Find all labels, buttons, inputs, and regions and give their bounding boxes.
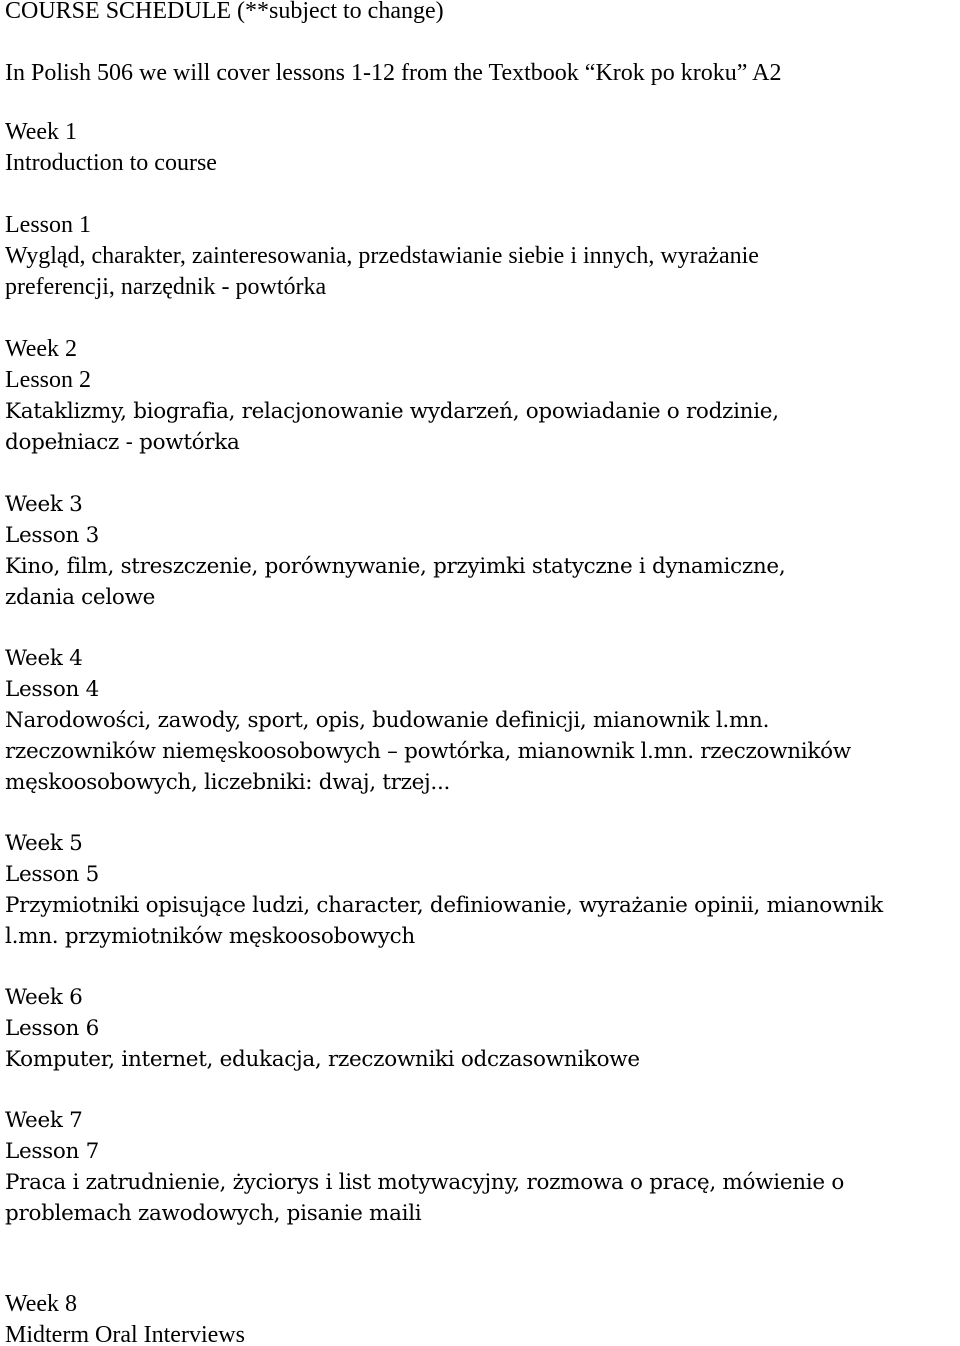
week-6-heading: Week 6 [5,985,83,1010]
lesson-6-heading: Lesson 6 [5,1016,99,1041]
week-8-heading: Week 8 [5,1291,78,1317]
week-8-midterm: Midterm Oral Interviews [5,1322,245,1346]
lesson-4-topics-line-3: męskoosobowych, liczebniki: dwaj, trzej... [5,770,451,795]
lesson-2-topics-line-1: Kataklizmy, biografia, relacjonowanie wydarzeń, opowiadanie o rodzinie, [5,399,779,424]
lesson-7-heading: Lesson 7 [5,1139,99,1164]
lesson-4-heading: Lesson 4 [5,677,99,702]
week-2-heading: Week 2 [5,336,78,362]
lesson-7-topics-line-2: problemach zawodowych, pisanie maili [5,1201,422,1226]
week-7-heading: Week 7 [5,1108,83,1133]
week-3-heading: Week 3 [5,492,83,517]
lesson-4-topics-line-2: rzeczowników niemęskoosobowych – powtórka, mianownik l.mn. rzeczowników [5,739,851,764]
lesson-1-topics-line-1: Wygląd, charakter, zainteresowania, przedstawianie siebie i innych, wyrażanie [5,243,759,269]
intro-text: In Polish 506 we will cover lessons 1-12 from the Textbook “Krok po kroku” A2 [5,60,782,86]
lesson-2-heading: Lesson 2 [5,367,91,393]
lesson-5-topics-line-2: l.mn. przymiotników męskoosobowych [5,924,415,949]
week-1-heading: Week 1 [5,119,78,145]
document-title: COURSE SCHEDULE (**subject to change) [5,0,444,24]
lesson-4-topics-line-1: Narodowości, zawody, sport, opis, budowanie definicji, mianownik l.mn. [5,708,770,733]
lesson-3-topics-line-2: zdania celowe [5,585,156,610]
lesson-3-heading: Lesson 3 [5,523,99,548]
lesson-3-topics-line-1: Kino, film, streszczenie, porównywanie, przyimki statyczne i dynamiczne, [5,554,786,579]
lesson-1-topics-line-2: preferencji, narzędnik - powtórka [5,274,327,300]
lesson-2-topics-line-2: dopełniacz - powtórka [5,430,240,455]
lesson-5-heading: Lesson 5 [5,862,99,887]
lesson-6-topics-line-1: Komputer, internet, edukacja, rzeczowniki odczasownikowe [5,1047,640,1072]
week-1-intro: Introduction to course [5,150,217,176]
lesson-1-heading: Lesson 1 [5,212,91,238]
lesson-7-topics-line-1: Praca i zatrudnienie, życiorys i list motywacyjny, rozmowa o pracę, mówienie o [5,1170,844,1195]
lesson-5-topics-line-1: Przymiotniki opisujące ludzi, character, definiowanie, wyrażanie opinii, mianownik [5,893,883,918]
week-4-heading: Week 4 [5,646,83,671]
week-5-heading: Week 5 [5,831,83,856]
